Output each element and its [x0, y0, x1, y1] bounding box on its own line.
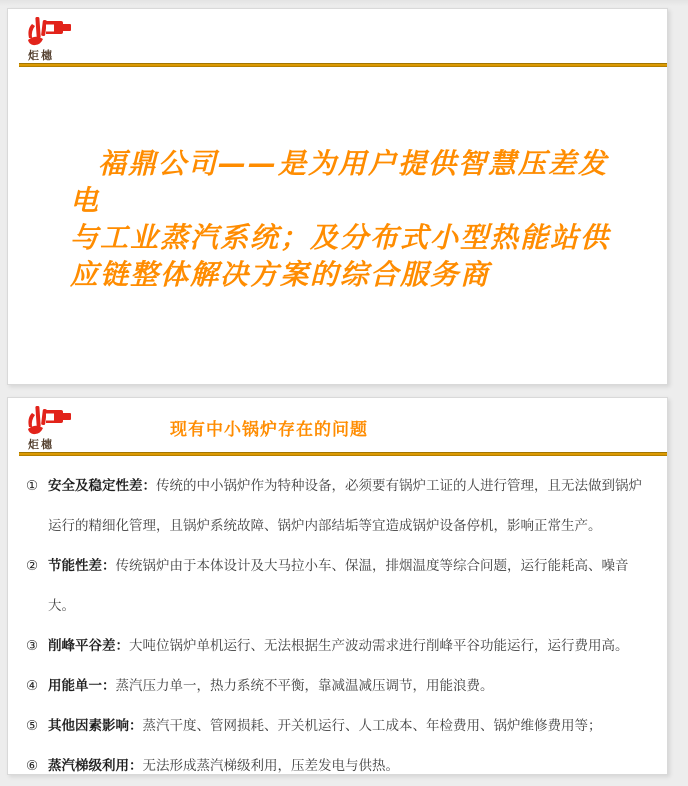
company-logo	[26, 14, 86, 63]
item-text: 蒸汽干度、管网损耗、开关机运行、人工成本、年检费用、锅炉维修费用等；	[142, 718, 602, 733]
item-label: 用能单一：	[48, 678, 116, 693]
item-number: ③	[26, 638, 39, 653]
item-text: 传统的中小锅炉作为特种设备，必须要有锅炉工证的人进行管理，且无法做到锅炉运行的精细化管理，且锅炉系统故障、锅炉内部结垢等宜造成锅炉设备停机，影响正常生产。	[48, 478, 642, 533]
list-item	[26, 626, 653, 666]
item-number: ⑤	[26, 718, 39, 733]
list-item	[26, 546, 653, 626]
slide-1	[7, 8, 668, 385]
hero-line-3: 应链整体解决方案的综合服务商	[70, 258, 491, 291]
item-label: 其他因素影响：	[48, 718, 143, 733]
item-number: ①	[26, 478, 39, 493]
hero-statement	[70, 145, 630, 293]
slide-2	[7, 397, 668, 775]
item-text: 蒸汽压力单一，热力系统不平衡，靠减温减压调节，用能浪费。	[115, 678, 494, 693]
item-text: 传统锅炉由于本体设计及大马拉小车、保温，排烟温度等综合问题，运行能耗高、噪音大。	[48, 558, 629, 613]
flame-logo-icon	[26, 403, 86, 435]
hero-line-1: 福鼎公司——是为用户提供智慧压差发电	[70, 147, 609, 217]
company-logo	[26, 403, 86, 452]
item-number: ⑥	[26, 758, 39, 773]
item-number: ④	[26, 678, 39, 693]
item-text: 无法形成蒸汽梯级利用，压差发电与供热。	[142, 758, 399, 773]
item-label: 安全及稳定性差：	[48, 478, 156, 493]
item-text: 大吨位锅炉单机运行、无法根据生产波动需求进行削峰平谷功能运行，运行费用高。	[129, 638, 629, 653]
item-label: 削峰平谷差：	[48, 638, 129, 653]
slide-title: 现有中小锅炉存在的问题	[170, 420, 368, 439]
logo-text: 炬橞	[28, 50, 54, 62]
list-item	[26, 466, 653, 546]
list-item	[26, 706, 653, 746]
list-item	[26, 746, 653, 786]
item-label: 节能性差：	[48, 558, 116, 573]
problem-list	[26, 466, 653, 786]
header-divider-rule	[19, 452, 667, 456]
item-label: 蒸汽梯级利用：	[48, 758, 143, 773]
slide-2-header	[8, 398, 667, 452]
slide-1-header	[8, 9, 667, 63]
item-number: ②	[26, 558, 39, 573]
logo-text: 炬橞	[28, 439, 54, 451]
flame-logo-icon	[26, 14, 86, 46]
hero-line-2: 与工业蒸汽系统；及分布式小型热能站供	[70, 221, 611, 254]
header-divider-rule	[19, 63, 667, 67]
list-item	[26, 666, 653, 706]
